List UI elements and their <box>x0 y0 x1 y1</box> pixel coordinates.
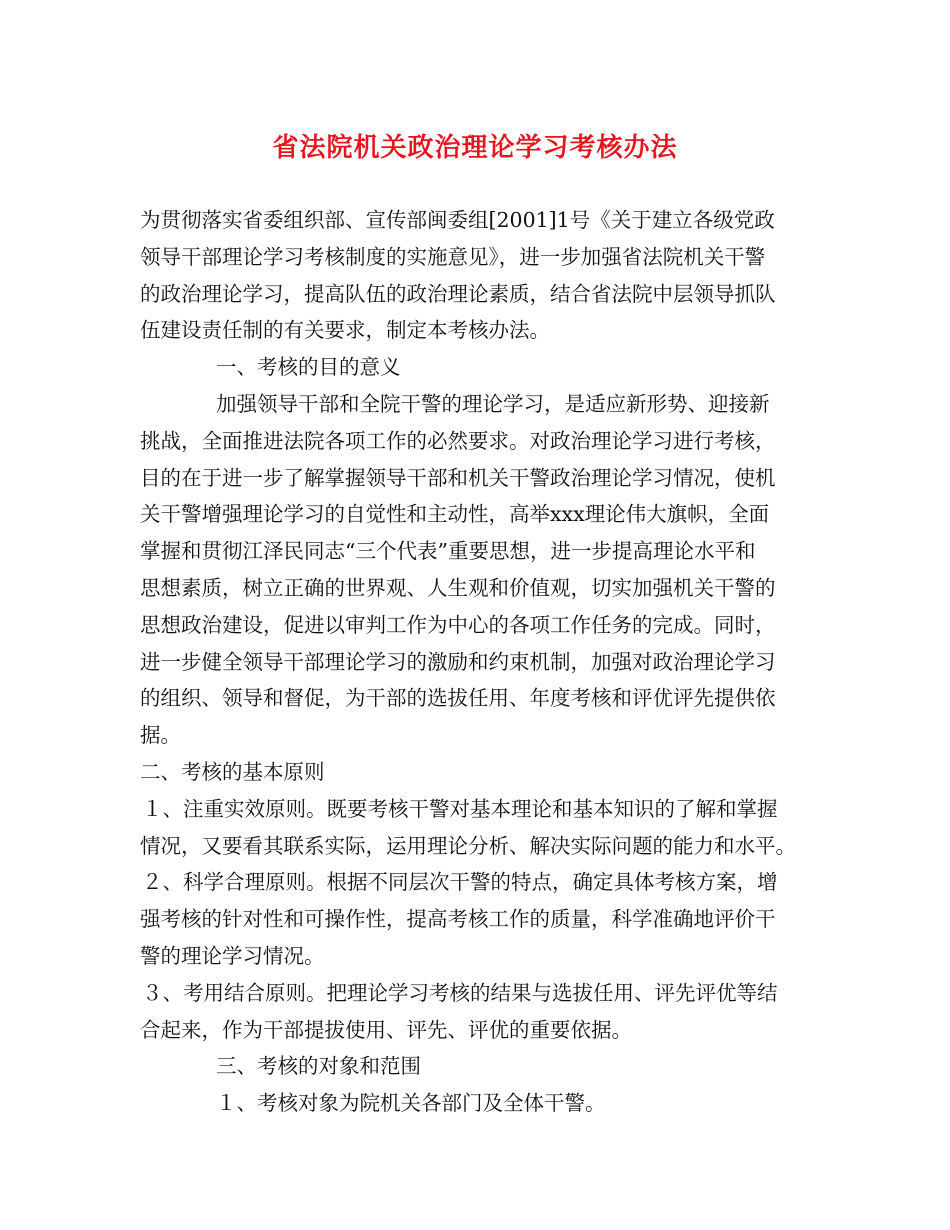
intro-paragraph <box>140 202 820 349</box>
section-1-paragraph <box>140 386 820 754</box>
section-heading: 一、考核的目的意义 <box>216 355 401 380</box>
section-heading: 二、考核的基本原则 <box>140 759 325 784</box>
text-line: 关干警增强理论学习的自觉性和主动性，高举xxx理论伟大旗帜，全面 <box>140 502 770 527</box>
text-line: 思想政治建设，促进以审判工作为中心的各项工作任务的完成。同时， <box>140 612 776 637</box>
section-heading: 三、考核的对象和范围 <box>216 1054 421 1079</box>
text-line: 的政治理论学习，提高队伍的政治理论素质，结合省法院中层领导抓队 <box>140 281 776 306</box>
document-title: 省法院机关政治理论学习考核办法 <box>272 133 678 163</box>
text-line: 合起来，作为干部提拔使用、评先、评优的重要依据。 <box>140 1017 632 1042</box>
section-3-heading <box>140 1048 820 1085</box>
document-body <box>140 202 820 1122</box>
text-line: 的组织、领导和督促，为干部的选拔任用、年度考核和评优评先提供依 <box>140 686 776 711</box>
text-line: 伍建设责任制的有关要求，制定本考核办法。 <box>140 318 550 343</box>
text-line: 警的理论学习情况。 <box>140 943 325 968</box>
text-line: 强考核的针对性和可操作性，提高考核工作的质量，科学准确地评价干 <box>140 907 776 932</box>
text-line: 进一步健全领导干部理论学习的激励和约束机制，加强对政治理论学习 <box>140 649 776 674</box>
text-line: 挑战，全面推进法院各项工作的必然要求。对政治理论学习进行考核， <box>140 428 776 453</box>
text-line: 目的在于进一步了解掌握领导干部和机关干警政治理论学习情况，使机 <box>140 465 776 490</box>
text-line: ２、科学合理原则。根据不同层次干警的特点，确定具体考核方案，增 <box>142 870 778 895</box>
text-line: 据。 <box>140 723 181 748</box>
principle-2-paragraph <box>140 864 820 974</box>
text-line: 掌握和贯彻江泽民同志“三个代表”重要思想，进一步提高理论水平和 <box>140 539 756 564</box>
section-3-item-1 <box>140 1085 820 1122</box>
text-line: 思想素质，树立正确的世界观、人生观和价值观，切实加强机关干警的 <box>140 575 776 600</box>
section-1-heading <box>140 349 820 386</box>
principle-3-paragraph <box>140 975 820 1049</box>
section-2-heading <box>140 754 820 791</box>
text-line: ３、考用结合原则。把理论学习考核的结果与选拔任用、评先评优等结 <box>142 980 778 1005</box>
text-line: 情况，又要看其联系实际，运用理论分析、解决实际问题的能力和水平。 <box>140 833 796 858</box>
text-line: １、考核对象为院机关各部门及全体干警。 <box>216 1091 606 1116</box>
text-line: 领导干部理论学习考核制度的实施意见》，进一步加强省法院机关干警 <box>140 244 766 269</box>
principle-1-paragraph <box>140 791 820 865</box>
text-line: １、注重实效原则。既要考核干警对基本理论和基本知识的了解和掌握 <box>142 796 778 821</box>
text-line: 加强领导干部和全院干警的理论学习，是适应新形势、迎接新 <box>216 391 770 416</box>
text-line: 为贯彻落实省委组织部、宣传部闽委组[2001]1号《关于建立各级党政 <box>140 208 775 232</box>
